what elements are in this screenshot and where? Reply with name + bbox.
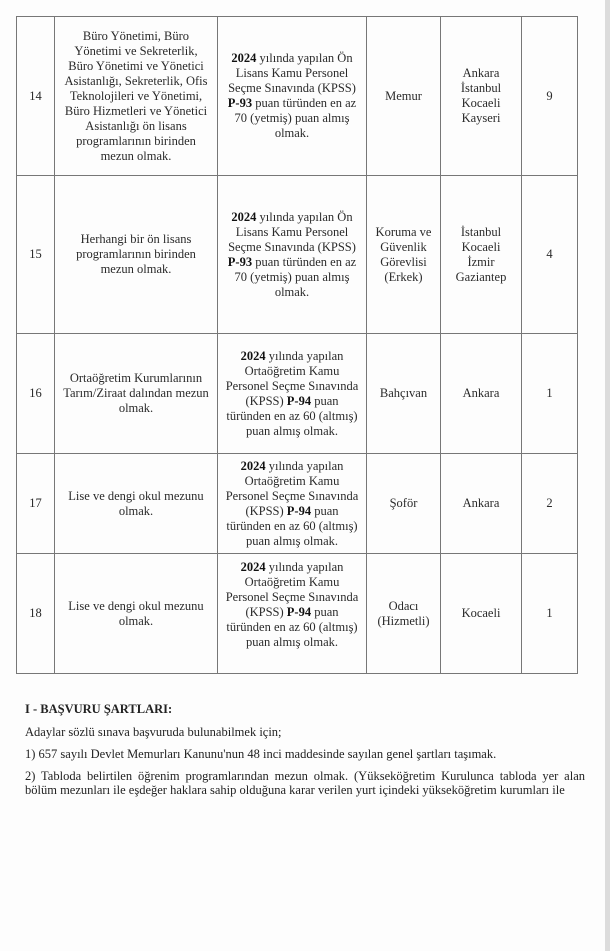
position-count: 9 <box>522 17 578 176</box>
row-number: 16 <box>17 334 55 454</box>
location: İstanbul <box>460 81 502 95</box>
position-title: Odacı (Hizmetli) <box>367 554 441 674</box>
exam-text: puan türünden en az 60 (altmış) puan almış olmak. <box>226 393 358 438</box>
exam-text: puan türünden en az 60 (altmış) puan almış olmak. <box>226 503 358 548</box>
exam-year: 2024 <box>240 348 266 363</box>
exam-text: yılında yapılan Ortaöğretim Kamu Personel Seçme Sınavında (KPSS) <box>225 458 359 518</box>
location: Ankara <box>462 386 500 400</box>
location: Kayseri <box>461 111 501 125</box>
exam-text: puan türünden en az 60 (altmış) puan almış olmak. <box>226 605 358 649</box>
score-type: P-94 <box>286 393 312 408</box>
position-count: 4 <box>522 176 578 334</box>
position-title: Koruma ve Güvenlik Görevlisi (Erkek) <box>367 176 441 334</box>
locations <box>441 17 522 176</box>
location: İstanbul <box>460 224 502 239</box>
score-type: P-93 <box>227 96 253 110</box>
locations <box>441 554 522 674</box>
requirement-item: 1) 657 sayılı Devlet Memurları Kanunu'nun 48 inci maddesinde sayılan genel şartları taşımak. <box>25 747 497 761</box>
exam-text: yılında yapılan Ön Lisans Kamu Personel Seçme Sınavında (KPSS) <box>228 51 356 95</box>
locations <box>441 454 522 554</box>
position-count: 2 <box>522 454 578 554</box>
row-number: 17 <box>17 454 55 554</box>
exam-text: yılında yapılan Ön Lisans Kamu Personel Seçme Sınavında (KPSS) <box>228 209 356 254</box>
exam-requirement <box>218 176 367 334</box>
position-count: 1 <box>522 554 578 674</box>
score-type: P-93 <box>227 254 253 269</box>
exam-year: 2024 <box>240 560 266 574</box>
exam-requirement <box>218 334 367 454</box>
education-requirement: Lise ve dengi okul mezunu olmak. <box>55 454 218 554</box>
score-type: P-94 <box>286 605 312 619</box>
position-title: Memur <box>367 17 441 176</box>
location: Kocaeli <box>461 606 501 620</box>
score-type: P-94 <box>286 503 312 518</box>
page-edge <box>605 0 610 951</box>
locations <box>441 176 522 334</box>
location: İzmir <box>467 254 495 269</box>
exam-year: 2024 <box>231 209 257 224</box>
exam-text: yılında yapılan Ortaöğretim Kamu Personel Seçme Sınavında (KPSS) <box>225 560 359 619</box>
education-requirement: Lise ve dengi okul mezunu olmak. <box>55 554 218 674</box>
position-count: 1 <box>522 334 578 454</box>
education-requirement: Ortaöğretim Kurumlarının Tarım/Ziraat dalından mezun olmak. <box>55 334 218 454</box>
table-row <box>17 17 578 176</box>
location: Ankara <box>462 496 500 510</box>
table-row <box>17 334 578 454</box>
section-intro: Adaylar sözlü sınava başvuruda bulunabilmek için; <box>25 725 282 739</box>
exam-text: yılında yapılan Ortaöğretim Kamu Personel Seçme Sınavında (KPSS) <box>225 348 359 408</box>
location: Ankara <box>462 66 500 80</box>
section-heading: I - BAŞVURU ŞARTLARI: <box>25 702 173 716</box>
exam-requirement <box>218 454 367 554</box>
table-row <box>17 554 578 674</box>
table-row <box>17 454 578 554</box>
exam-requirement <box>218 554 367 674</box>
row-number: 18 <box>17 554 55 674</box>
position-title: Şoför <box>367 454 441 554</box>
exam-text: puan türünden en az 70 (yetmiş) puan almış olmak. <box>234 254 357 299</box>
exam-requirement <box>218 17 367 176</box>
position-title: Bahçıvan <box>367 334 441 454</box>
exam-text: puan türünden en az 70 (yetmiş) puan almış olmak. <box>234 96 357 140</box>
table-row <box>17 176 578 334</box>
location: Gaziantep <box>455 269 507 284</box>
location: Kocaeli <box>461 96 501 110</box>
exam-year: 2024 <box>231 51 257 65</box>
positions-table <box>16 16 578 674</box>
exam-year: 2024 <box>240 458 266 473</box>
row-number: 14 <box>17 17 55 176</box>
location: Kocaeli <box>461 239 501 254</box>
education-requirement: Herhangi bir ön lisans programlarının birinden mezun olmak. <box>55 176 218 334</box>
row-number: 15 <box>17 176 55 334</box>
requirement-item: 2) Tabloda belirtilen öğrenim programlarından mezun olmak. (Yükseköğretim Kurulunca tabloda yer alan bölüm mezunları ile eşdeğer haklara sahip olduğuna karar verilen yurt içindeki yükseköğretim kurumları ile <box>25 769 585 797</box>
education-requirement: Büro Yönetimi, Büro Yönetimi ve Sekreterlik, Büro Yönetimi ve Yönetici Asistanlığı, Sekreterlik, Ofis Teknolojileri ve Yönetimi, Büro Hizmetleri ve Yönetici Asistanlığı ön lisans programlarının birinden mezun olmak. <box>55 17 218 176</box>
application-requirements-section <box>25 702 585 805</box>
locations <box>441 334 522 454</box>
